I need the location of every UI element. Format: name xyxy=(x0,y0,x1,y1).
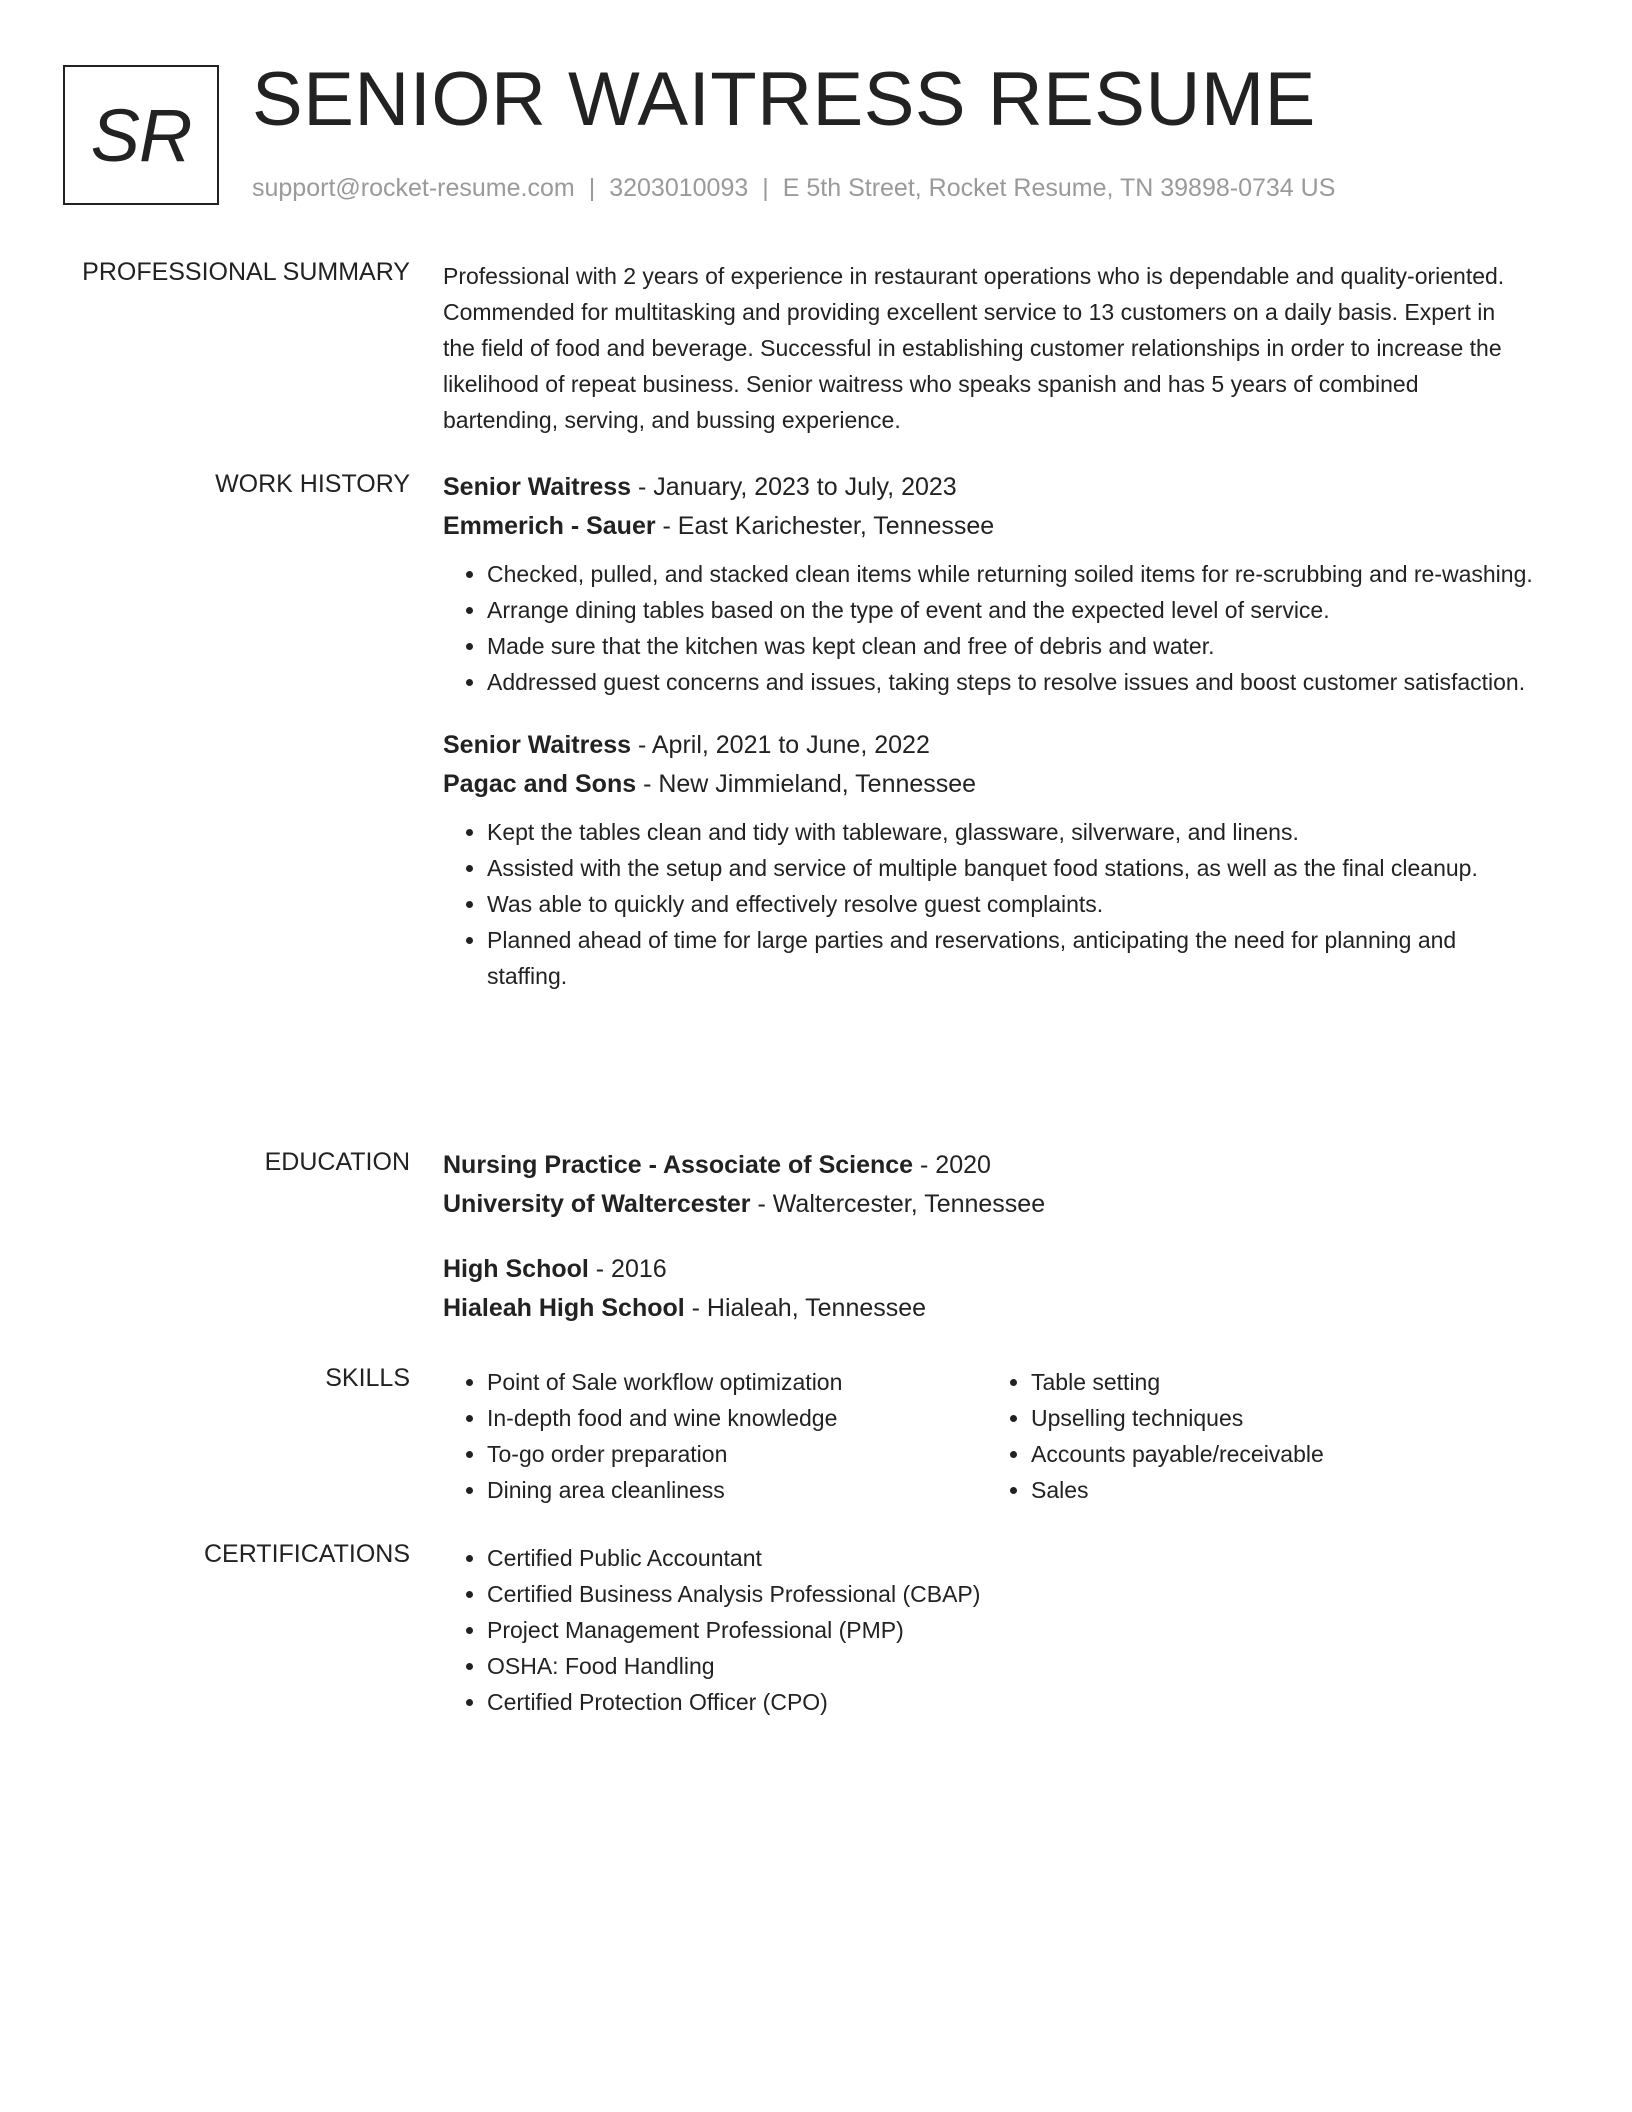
degree: High School xyxy=(443,1255,589,1283)
list-item: • In-depth food and wine knowledge xyxy=(487,1400,987,1436)
list-item: • OSHA: Food Handling xyxy=(487,1648,1533,1684)
summary-body xyxy=(443,258,1533,438)
job-duties-list xyxy=(443,814,1533,994)
school: Hialeah High School xyxy=(443,1294,685,1322)
certifications-heading: CERTIFICATIONS xyxy=(203,1540,410,1568)
contact-line xyxy=(252,174,1335,203)
list-item: • Was able to quickly and effectively resolve guest complaints. xyxy=(487,886,1533,922)
contact-email[interactable]: support@rocket-resume.com xyxy=(252,174,575,202)
job-duties-list xyxy=(443,556,1533,700)
skills-grid xyxy=(443,1364,1533,1508)
job-dates: - April, 2021 to June, 2022 xyxy=(631,731,930,759)
resume-title: SENIOR WAITRESS RESUME xyxy=(252,57,1316,142)
list-item: • Point of Sale workflow optimization xyxy=(487,1364,987,1400)
list-item: • Project Management Professional (PMP) xyxy=(487,1612,1533,1648)
school-line xyxy=(443,1185,1533,1224)
work-history-body xyxy=(443,468,1533,1020)
list-item: • Table setting xyxy=(1031,1364,1531,1400)
contact-phone[interactable]: 3203010093 xyxy=(609,174,749,202)
school-location: - Waltercester, Tennessee xyxy=(750,1190,1046,1218)
list-item: • Kept the tables clean and tidy with tableware, glassware, silverware, and linens. xyxy=(487,814,1533,850)
list-item: • Upselling techniques xyxy=(1031,1400,1531,1436)
contact-separator: | xyxy=(762,174,769,202)
skills-heading: SKILLS xyxy=(325,1364,410,1392)
list-item: • Arrange dining tables based on the type of event and the expected level of service. xyxy=(487,592,1533,628)
list-item: • Certified Public Accountant xyxy=(487,1540,1533,1576)
job-title-line xyxy=(443,468,1533,507)
summary-heading: PROFESSIONAL SUMMARY xyxy=(82,258,410,286)
school: University of Waltercester xyxy=(443,1190,751,1218)
list-item: • Certified Protection Officer (CPO) xyxy=(487,1684,1533,1720)
school-location: - Hialeah, Tennessee xyxy=(684,1294,927,1322)
skills-list-left xyxy=(443,1364,987,1508)
list-item: • Checked, pulled, and stacked clean items while returning soiled items for re-scrubbing and re-washing. xyxy=(487,556,1533,592)
list-item: • Planned ahead of time for large parties and reservations, anticipating the need for planning and staffing. xyxy=(487,922,1533,994)
monogram-box xyxy=(63,65,219,205)
degree: Nursing Practice - Associate of Science xyxy=(443,1151,914,1179)
education-entry xyxy=(443,1146,1533,1224)
list-item: • Dining area cleanliness xyxy=(487,1472,987,1508)
education-entry xyxy=(443,1250,1533,1328)
list-item: • Certified Business Analysis Professional (CBAP) xyxy=(487,1576,1533,1612)
list-item: • To-go order preparation xyxy=(487,1436,987,1472)
skills-body xyxy=(443,1364,1533,1508)
job-entry xyxy=(443,726,1533,994)
job-location: - East Karichester, Tennessee xyxy=(655,512,995,540)
job-company: Emmerich - Sauer xyxy=(443,512,656,540)
school-line xyxy=(443,1289,1533,1328)
skills-list-right xyxy=(987,1364,1531,1508)
list-item: • Sales xyxy=(1031,1472,1531,1508)
job-company-line xyxy=(443,507,1533,546)
job-company: Pagac and Sons xyxy=(443,770,637,798)
job-title-line xyxy=(443,726,1533,765)
certifications-list xyxy=(443,1540,1533,1720)
contact-separator: | xyxy=(588,174,596,202)
degree-year: - 2020 xyxy=(913,1151,991,1179)
degree-line xyxy=(443,1146,1533,1185)
certifications-body xyxy=(443,1540,1533,1720)
education-heading: EDUCATION xyxy=(264,1148,410,1176)
job-company-line xyxy=(443,765,1533,804)
list-item: • Made sure that the kitchen was kept clean and free of debris and water. xyxy=(487,628,1533,664)
job-title: Senior Waitress xyxy=(443,731,632,759)
job-entry xyxy=(443,468,1533,700)
job-dates: - January, 2023 to July, 2023 xyxy=(631,473,957,501)
job-title: Senior Waitress xyxy=(443,473,632,501)
list-item: • Addressed guest concerns and issues, taking steps to resolve issues and boost customer satisfaction. xyxy=(487,664,1533,700)
list-item: • Accounts payable/receivable xyxy=(1031,1436,1531,1472)
education-body xyxy=(443,1146,1533,1354)
degree-line xyxy=(443,1250,1533,1289)
monogram-initials: SR xyxy=(90,93,192,177)
work-history-heading: WORK HISTORY xyxy=(215,470,410,498)
contact-address: E 5th Street, Rocket Resume, TN 39898-0734 US xyxy=(782,174,1336,202)
degree-year: - 2016 xyxy=(588,1255,667,1283)
job-location: - New Jimmieland, Tennessee xyxy=(636,770,977,798)
summary-text: Professional with 2 years of experience in restaurant operations who is dependable and quality-oriented. Commended for multitasking and providing excellent service to 13 customers on a daily basis. Expert in the field of food and beverage. Successful in establishing customer relationships in order to increase the likelihood of repeat business. Senior waitress who speaks spanish and has 5 years of combined bartending, serving, and bussing experience. xyxy=(443,263,1505,433)
list-item: • Assisted with the setup and service of multiple banquet food stations, as well as the final cleanup. xyxy=(487,850,1533,886)
